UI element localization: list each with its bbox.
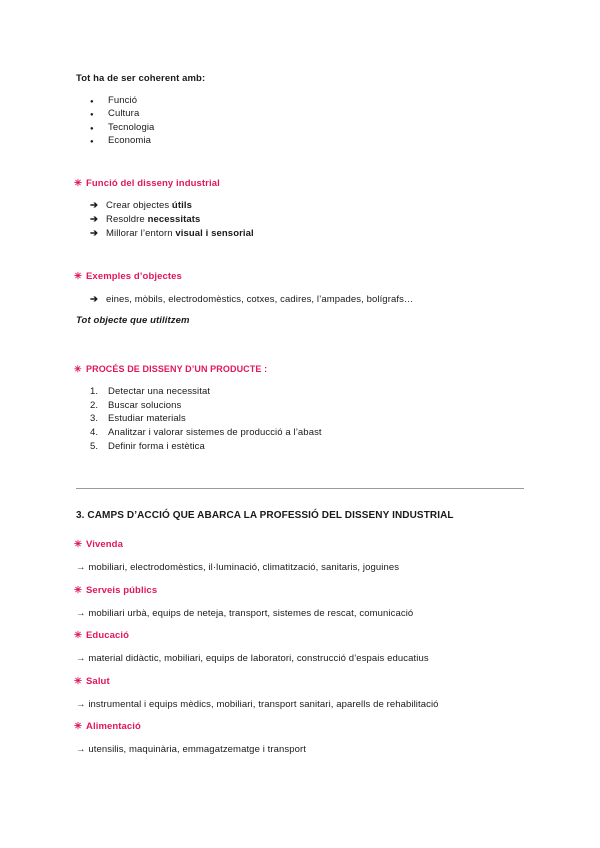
list-item: ➔ Millorar l’entorn visual i sensorial (90, 228, 254, 239)
field-description: → mobiliari, electrodomèstics, il·luminació, climatització, sanitaris, joguines (76, 562, 400, 573)
asterisk-icon: ✳ (74, 585, 83, 596)
field-description: → material didàctic, mobiliari, equips de laboratori, construcció d’espais educatius (76, 653, 429, 664)
asterisk-icon: ✳ (74, 364, 82, 374)
arrow-right-icon: ➔ (90, 294, 99, 305)
bullet-icon: ● (90, 139, 94, 145)
exemples-note: Tot objecte que utilitzem (76, 315, 190, 326)
list-item: 5. Definir forma i estètica (90, 441, 205, 452)
list-item: ➔ Resoldre necessitats (90, 214, 201, 225)
field-description: → instrumental i equips mèdics, mobiliari, transport sanitari, aparells de rehabilitació (76, 699, 439, 710)
asterisk-icon: ✳ (74, 178, 83, 189)
arrow-right-icon: ➔ (90, 228, 99, 239)
bullet-icon: ● (90, 126, 94, 132)
asterisk-icon: ✳ (74, 721, 83, 732)
field-heading-serveis-publics: ✳ Serveis públics (74, 585, 158, 596)
list-item: ● Tecnologia (90, 122, 155, 133)
field-heading-alimentacio: ✳ Alimentació (74, 721, 141, 732)
bullet-icon: ● (90, 99, 94, 105)
bullet-icon: ● (90, 112, 94, 118)
section-heading-exemples: ✳ Exemples d’objectes (74, 271, 182, 282)
field-description: → mobiliari urbà, equips de neteja, transport, sistemes de rescat, comunicació (76, 608, 414, 619)
asterisk-icon: ✳ (74, 539, 83, 550)
list-item: 1. Detectar una necessitat (90, 386, 211, 397)
asterisk-icon: ✳ (74, 630, 83, 641)
asterisk-icon: ✳ (74, 271, 83, 282)
field-description: → utensilis, maquinària, emmagatzematge i transport (76, 744, 307, 755)
list-item: ➔ eines, mòbils, electrodomèstics, cotxes, cadires, l’ampades, bolígrafs… (90, 294, 414, 305)
intro-title: Tot ha de ser coherent amb: (76, 73, 206, 84)
list-item: ● Funció (90, 95, 138, 106)
list-item: ➔ Crear objectes útils (90, 200, 192, 211)
section-heading-proces: ✳ PROCÉS DE DISSENY D’UN PRODUCTE : (74, 364, 268, 374)
list-item: ● Cultura (90, 108, 140, 119)
field-heading-salut: ✳ Salut (74, 676, 110, 687)
field-heading-educacio: ✳ Educació (74, 630, 130, 641)
list-item: 4. Analitzar i valorar sistemes de producció a l’abast (90, 427, 322, 438)
asterisk-icon: ✳ (74, 676, 83, 687)
arrow-right-icon: ➔ (90, 214, 99, 225)
section-divider (76, 488, 524, 489)
list-item: 2. Buscar solucions (90, 400, 182, 411)
section-3-title: 3. CAMPS D’ACCIÓ QUE ABARCA LA PROFESSIÓ DEL DISSENY INDUSTRIAL (76, 510, 454, 521)
field-heading-vivenda: ✳ Vivenda (74, 539, 123, 550)
list-item: 3. Estudiar materials (90, 413, 186, 424)
list-item: ● Economia (90, 135, 152, 146)
arrow-right-icon: ➔ (90, 200, 99, 211)
section-heading-funcio: ✳ Funció del disseny industrial (74, 178, 220, 189)
